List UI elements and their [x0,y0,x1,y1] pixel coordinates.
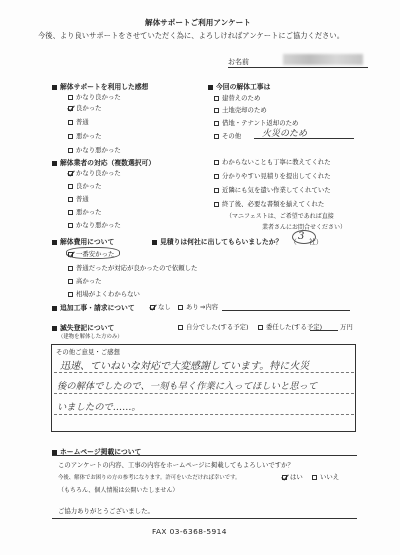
q4-title: 解体費用について [52,236,114,246]
q2-title: 今回の解体工事は [208,81,270,91]
q7-title: 滅失登記について [52,322,114,332]
checkbox-icon[interactable] [68,148,73,153]
q4-option-0[interactable]: 一番安かった [68,249,114,258]
q5-answer[interactable]: 3 [298,231,305,242]
q5-prefix: （ [290,238,297,246]
checkbox-icon[interactable] [68,197,73,202]
q6-option-none[interactable]: なし [150,302,171,311]
comment-line-1: 迅速、ていねいな対応で大変感謝しています。特に火災 [60,361,310,372]
q9-note-1: 今後、解体でお困りの方の参考になります。許可をいただければ幸いです。 [58,475,241,481]
checkbox-icon[interactable] [214,188,219,193]
q1-option-3[interactable]: 悪かった [68,131,102,140]
checkbox-icon[interactable] [68,210,73,215]
checkbox-icon[interactable] [68,279,73,284]
q1-option-0[interactable]: かなり良かった [68,92,121,101]
checkbox-icon[interactable] [214,160,219,165]
q1-option-1[interactable]: 良かった [68,103,102,112]
checkbox-icon[interactable] [214,121,219,126]
q2-other-answer: 火災のため [262,129,308,139]
q9-text: このアンケートの内容、工事の内容をホームページに掲載してもよろしいですか？ [58,461,294,469]
q3-option-1[interactable]: 良かった [68,181,102,190]
checkbox-icon[interactable] [214,96,219,101]
q4-option-2[interactable]: 高かった [68,276,102,285]
q7-amount-underline[interactable] [310,330,338,331]
q9-note-2: （もちろん、個人情報は公開いたしません） [58,487,179,494]
checkbox-icon[interactable] [68,223,73,228]
q3b-note-1: （マニフェストは、ご希望であれば直接 [226,213,334,220]
q1-title: 解体サポートを利用した感想 [52,81,148,91]
comment-line-3: いましたので……。 [57,402,141,413]
checkbox-icon[interactable] [178,325,183,330]
q9-divider [52,455,357,456]
q2-option-2[interactable]: 借地・テナント返却のため [214,118,298,127]
checkbox-icon[interactable] [68,120,73,125]
checkbox-icon[interactable] [214,174,219,179]
checkbox-icon[interactable] [258,325,263,330]
checkbox-icon[interactable] [68,95,73,100]
checkbox-icon[interactable] [214,134,219,139]
q7-option-self[interactable]: 自分でした(する予定) [178,322,249,331]
q7-unit: 万円 [340,323,353,331]
comment-line-2: 後の解体でしたので、一刻も早く作業に入ってほしいと思って [57,381,318,392]
q9-option-yes[interactable]: はい [282,472,303,481]
q3-option-2[interactable]: 普通 [68,194,89,203]
survey-intro: 今後、より良いサポートをさせていただく為に、よろしければアンケートにご協力ください。 [38,31,345,40]
checkbox-icon[interactable] [214,202,219,207]
checkbox-icon[interactable] [68,292,73,297]
bullet-icon [152,240,157,245]
comments-rule-2 [54,393,354,394]
checked-checkbox-icon[interactable] [150,305,155,310]
q3-option-0[interactable]: かなり良かった [68,168,121,177]
q2-option-3[interactable]: その他 [214,131,241,140]
bullet-icon [52,306,57,311]
q9-option-no[interactable]: いいえ [312,472,339,481]
fax-number: FAX 03-6368-5914 [152,527,227,536]
checkbox-icon[interactable] [68,266,73,271]
q2-other-underline [254,138,354,139]
checked-checkbox-icon[interactable] [68,171,73,176]
comments-rule-3 [54,414,354,415]
survey-title: 解体サポートご利用アンケート [145,18,251,27]
q3-option-3[interactable]: 悪かった [68,207,102,216]
q3b-option-2[interactable]: 近隣にも気を遣い作業してくれていた [214,185,331,194]
checkbox-icon[interactable] [68,134,73,139]
name-label: お名前 [228,58,249,66]
checkbox-icon[interactable] [214,108,219,113]
bullet-icon [52,161,57,166]
q1-option-4[interactable]: かなり悪かった [68,145,121,154]
q3b-option-1[interactable]: 分かりやすい見積りを提出してくれた [214,171,331,180]
q3-option-4[interactable]: かなり悪かった [68,220,121,229]
q5-answer-circle [292,230,316,244]
q6-content-label: ⇒内容 [200,303,219,311]
q6-content-underline[interactable] [222,310,350,311]
bullet-icon [52,240,57,245]
checked-checkbox-icon[interactable] [68,106,73,111]
q3b-option-0[interactable]: わからないことも丁寧に教えてくれた [214,157,331,166]
q2-option-0[interactable]: 建替えのため [214,93,260,102]
q6-option-ari[interactable]: あり [178,302,199,311]
q6-title: 追加工事・請求について [52,302,135,312]
redacted-name [283,54,363,65]
q8-title: その他ご意見・ご感想 [56,348,120,356]
q3b-note-2: 業者さんにお問合せください） [262,224,347,231]
q4-answer-circle [66,247,120,259]
name-underline [228,67,368,68]
bullet-icon [52,85,57,90]
q5-title: 見積りは何社に出してもらいましたか？ [152,236,282,246]
q3-title: 解体業者の対応（複数選択可） [52,157,155,167]
checkbox-icon[interactable] [312,475,317,480]
q7-note: （建物を解体した方のみ） [58,334,123,340]
q4-option-3[interactable]: 相場がよくわからない [68,289,140,298]
q5-suffix: 社） [309,238,323,246]
checkbox-icon[interactable] [178,305,183,310]
q7-option-delegate[interactable]: 委任した(する予定) [258,322,322,331]
checkbox-icon[interactable] [68,184,73,189]
thanks-text: ご協力ありがとうございました。 [58,507,154,515]
q3b-option-3[interactable]: 終了後、必要な書類を揃えてくれた [214,199,324,208]
q9-title: ホームページ掲載について [52,446,141,456]
footer-divider [52,518,357,519]
comments-rule-1 [54,372,354,373]
bullet-icon [208,85,213,90]
q4-option-1[interactable]: 普通だったが対応が良かったので依頼した [68,263,197,272]
q2-option-1[interactable]: 土地売却のため [214,105,267,114]
q1-option-2[interactable]: 普通 [68,117,89,126]
bullet-icon [52,450,57,455]
checked-checkbox-icon[interactable] [282,475,287,480]
bullet-icon [52,326,57,331]
